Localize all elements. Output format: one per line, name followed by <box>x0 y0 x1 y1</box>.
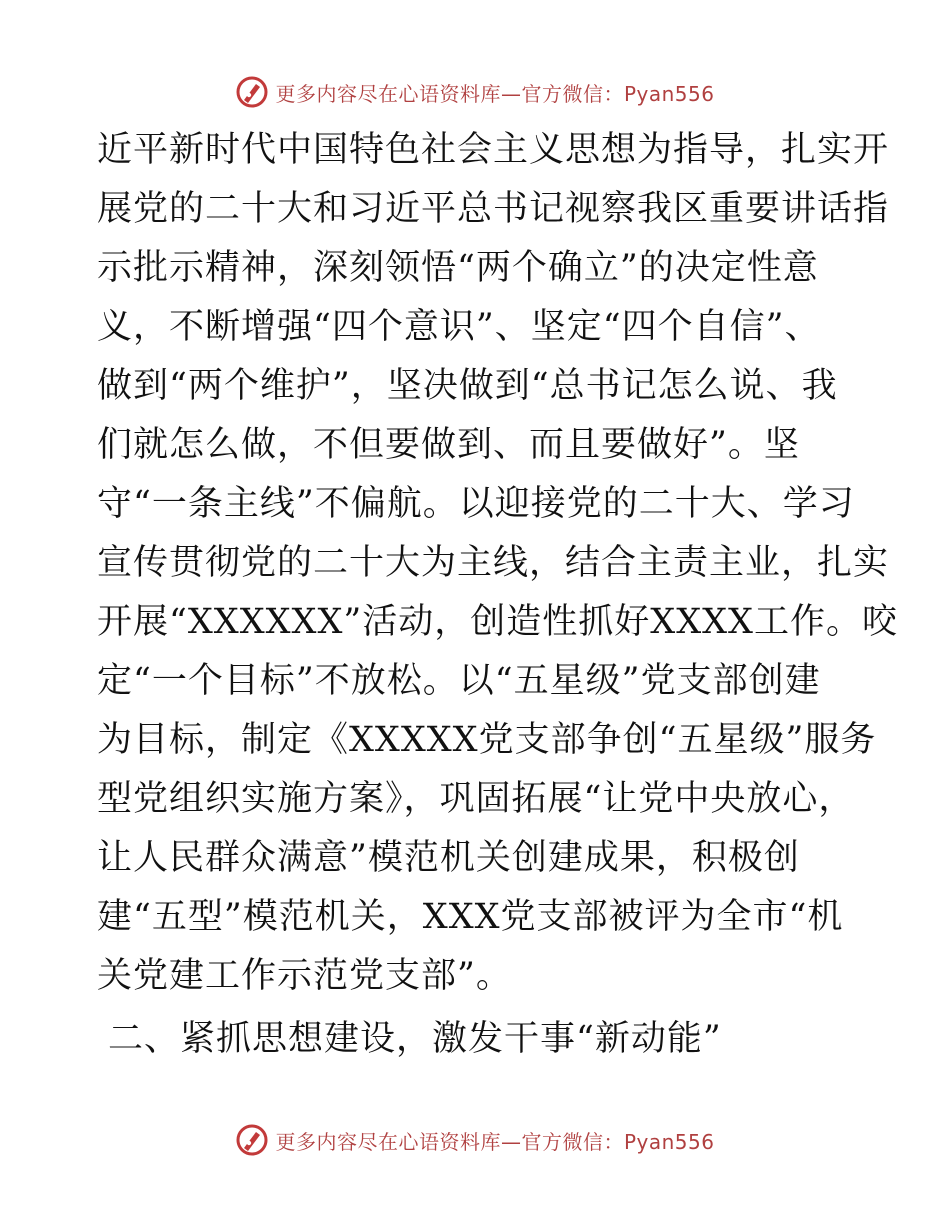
header-watermark-text: 更多内容尽在心语资料库—官方微信：Pyan556 <box>275 81 715 106</box>
section-heading: 二、紧抓思想建设，激发干事“新动能” <box>108 1019 722 1059</box>
body-line: 守“一条主线”不偏航。以迎接党的二十大、学习 <box>97 484 855 524</box>
body-line: 建“五型”模范机关，XXX党支部被评为全市“机 <box>97 897 844 937</box>
body-line: 为目标，制定《XXXXX党支部争创“五星级”服务 <box>97 720 877 760</box>
footer-watermark-text: 更多内容尽在心语资料库—官方微信：Pyan556 <box>275 1129 715 1154</box>
body-line: 示批示精神，深刻领悟“两个确立”的决定性意 <box>97 248 819 288</box>
body-line: 们就怎么做，不但要做到、而且要做好”。坚 <box>97 425 800 465</box>
pen-logo-icon <box>235 75 269 109</box>
body-line: 近平新时代中国特色社会主义思想为指导，扎实开 <box>97 130 890 170</box>
body-line: 让人民群众满意”模范机关创建成果，积极创 <box>97 838 800 878</box>
body-line: 型党组织实施方案》，巩固拓展“让党中央放心， <box>97 779 855 819</box>
footer-watermark <box>0 1120 950 1160</box>
body-line: 开展“XXXXXX”活动，创造性抓好XXXX工作。咬 <box>97 602 898 642</box>
body-line: 定“一个目标”不放松。以“五星级”党支部创建 <box>97 661 821 701</box>
body-line: 宣传贯彻党的二十大为主线，结合主责主业，扎实 <box>97 543 890 583</box>
body-line: 做到“两个维护”，坚决做到“总书记怎么说、我 <box>97 366 838 406</box>
body-line: 展党的二十大和习近平总书记视察我区重要讲话指 <box>97 189 890 229</box>
body-line: 关党建工作示范党支部”。 <box>97 956 512 996</box>
body-line: 义，不断增强“四个意识”、坚定“四个自信”、 <box>97 307 821 347</box>
header-watermark <box>0 72 950 112</box>
pen-logo-icon <box>235 1123 269 1157</box>
body-paragraph <box>97 121 898 1006</box>
